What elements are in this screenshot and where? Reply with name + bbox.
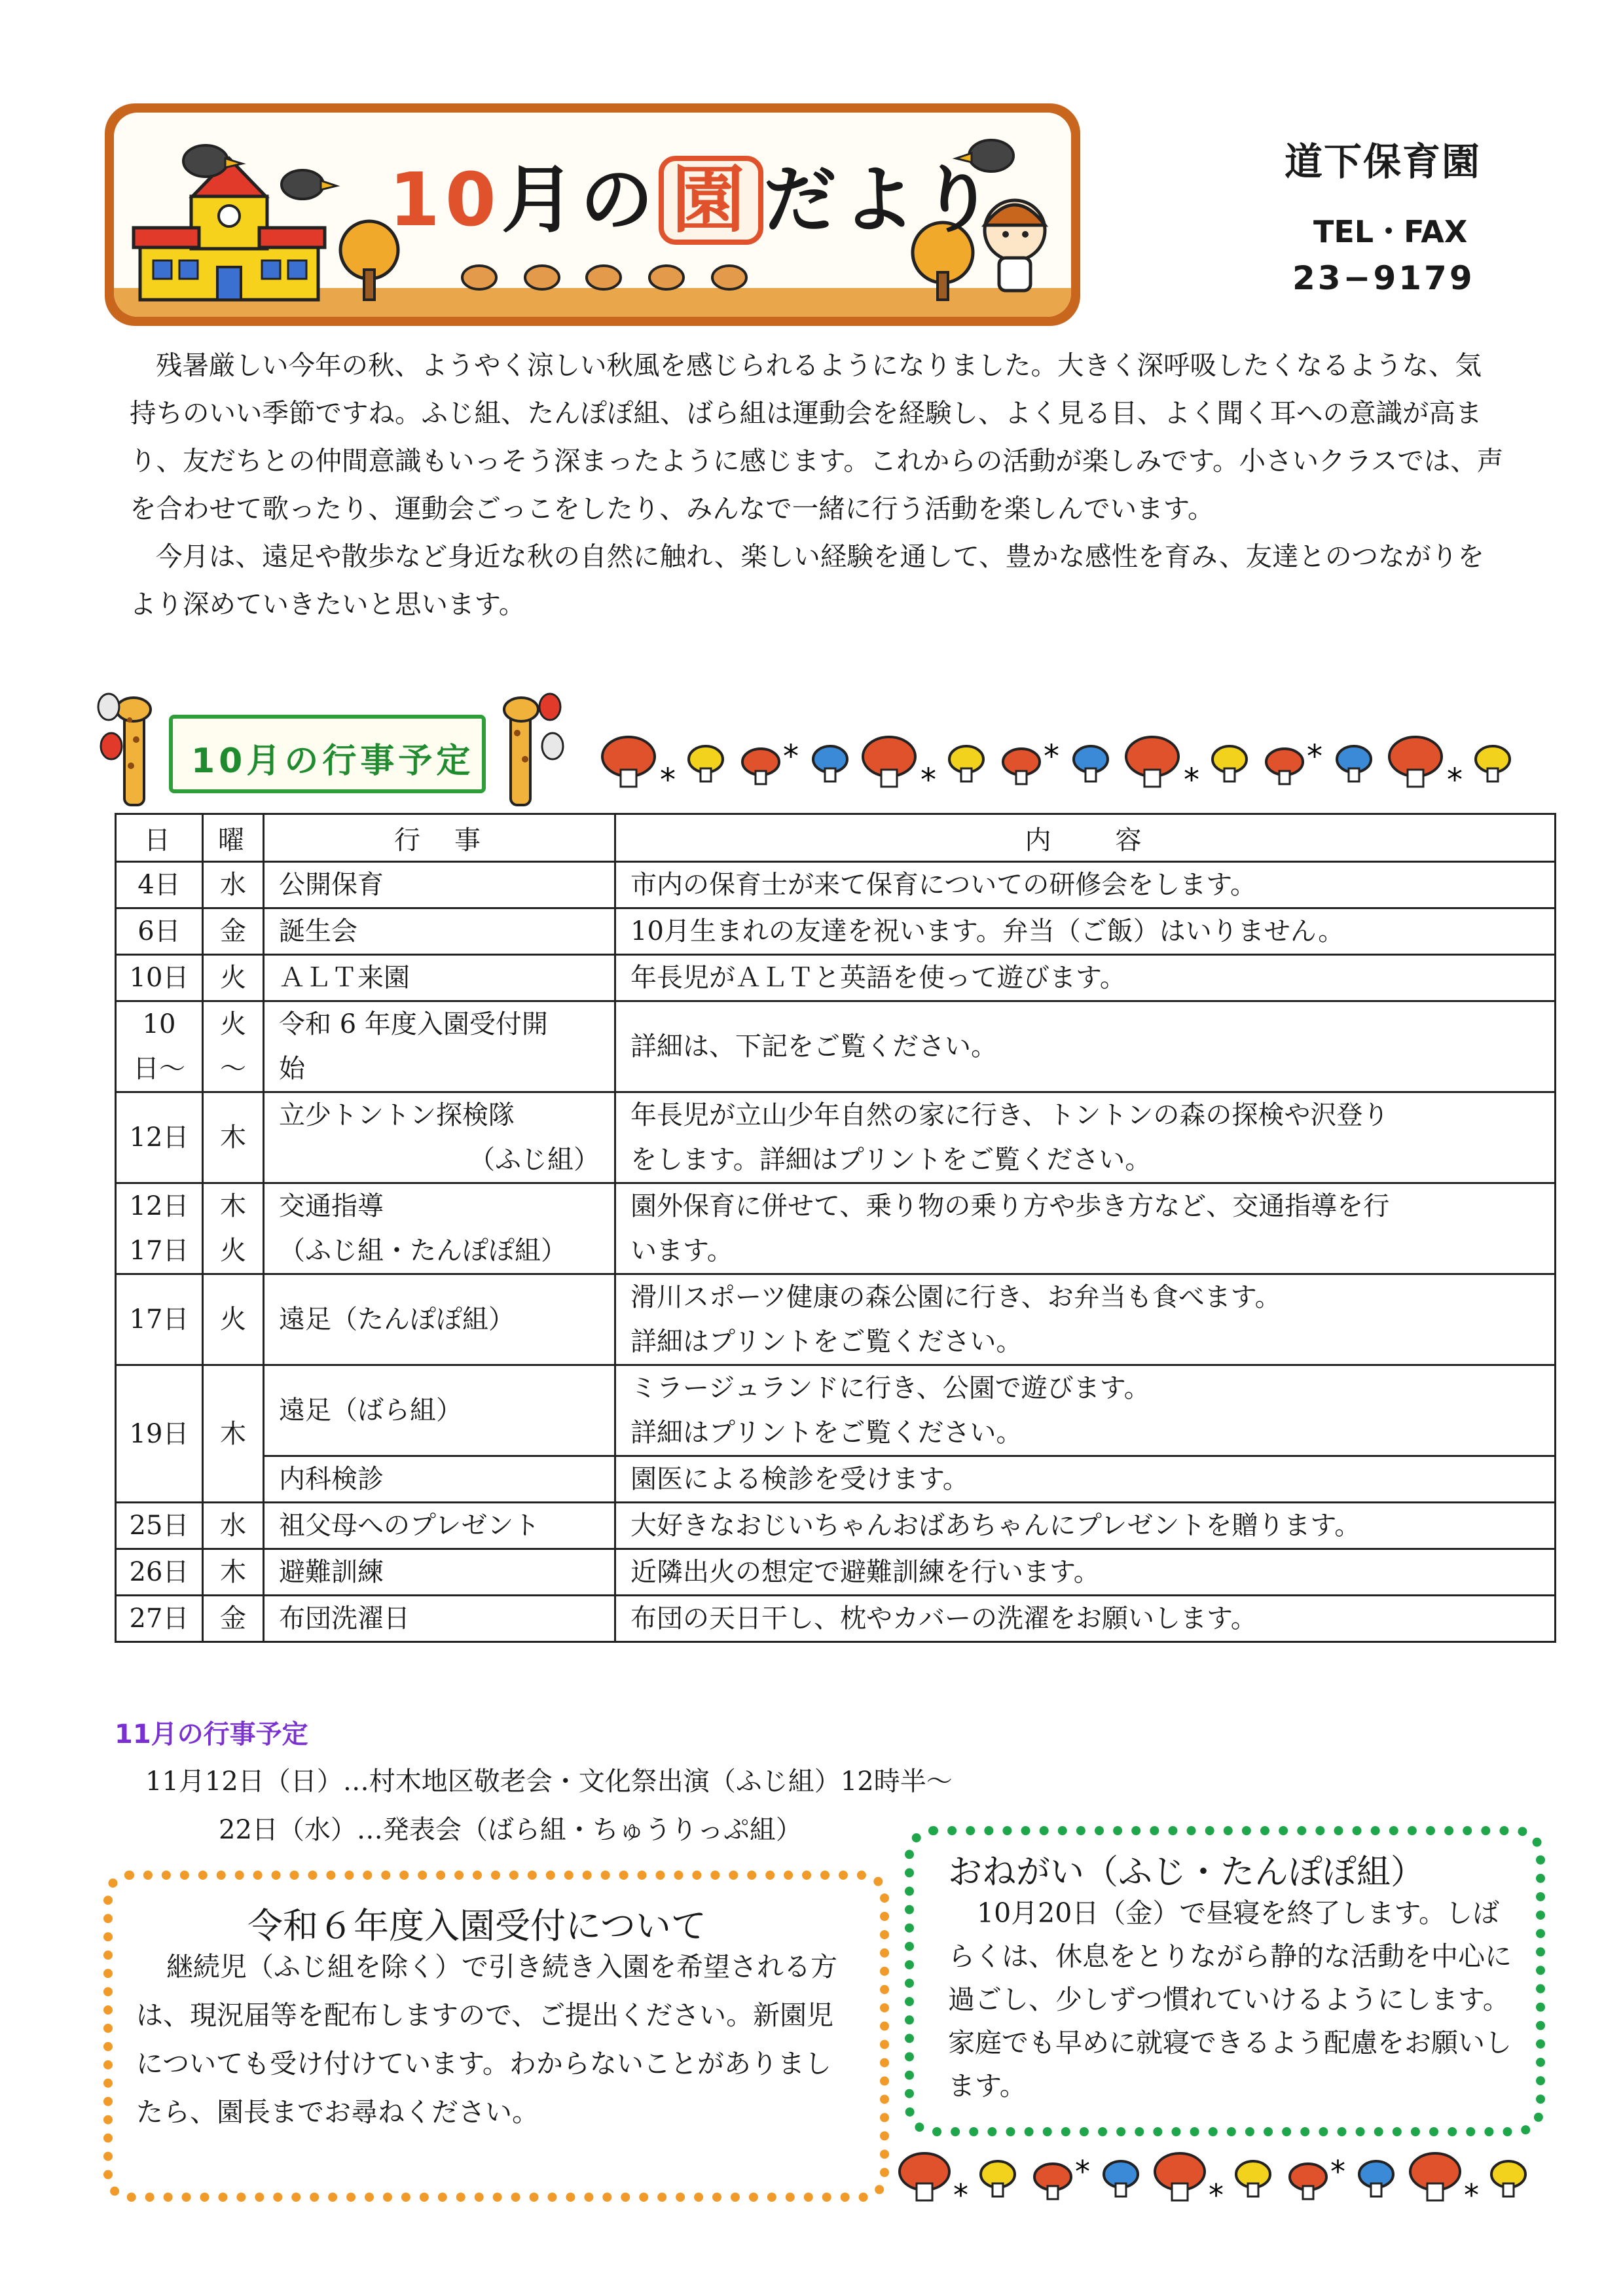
cell-weekday: 火 〜 [203,1001,264,1092]
cell-event: 遠足（ばら組） [264,1365,615,1456]
table-row [116,1274,1556,1365]
cell-weekday: 金 [203,1596,264,1642]
mushroom-icon [742,749,779,784]
mushroom-icon [1266,749,1303,784]
table-row [116,1549,1556,1596]
cell-detail: 園医による検診を受けます。 [615,1456,1556,1503]
mushroom-icon [1034,2164,1071,2199]
table-row [116,862,1556,908]
cell-weekday: 水 [203,862,264,908]
asterisk-icon: * [1075,2154,1090,2189]
mushroom-icon [1389,737,1442,787]
request-title: おねがい（ふじ・たんぽぽ組） [948,1853,1425,1892]
table-row [116,1596,1556,1642]
table-row [116,1365,1556,1456]
column-header: 曜 [203,814,264,862]
registration-body: 継続児（ふじ組を除く）で引き続き入園を希望される方は、現況届等を配布しますので、ご提出ください。新園児についても受け付けています。わからないことがありましたら、園長までお尋ねください。 [136,1951,837,2128]
table-row [116,1092,1556,1183]
asterisk-icon: * [953,2178,968,2213]
cell-detail: ミラージュランドに行き、公園で遊びます。 詳細はプリントをご覧ください。 [615,1365,1556,1456]
november-item: 11月12日（日）…村木地区敬老会・文化祭出演（ふじ組）12時半〜 [145,1767,953,1797]
column-header: 内 容 [615,814,1556,862]
cell-day: 10日〜 [116,1001,203,1092]
cell-weekday: 木 [203,1365,264,1503]
banner-title: 10月の 園 だより [389,141,999,247]
schedule-table [115,813,1556,1643]
cell-event: 公開保育 [264,862,615,908]
cell-detail: 近隣出火の想定で避難訓練を行います。 [615,1549,1556,1596]
cell-event: 祖父母へのプレゼント [264,1503,615,1549]
asterisk-icon: * [1307,738,1322,775]
mushroom-icon [1359,2161,1393,2197]
asterisk-icon: * [1209,2178,1224,2213]
cell-event: 立少トントン探検隊 （ふじ組） [264,1092,615,1183]
cell-day: 25日 [116,1503,203,1549]
cell-event: 避難訓練 [264,1549,615,1596]
mushroom-icon [602,737,655,787]
cell-day: 17日 [116,1274,203,1365]
asterisk-icon: * [660,762,676,798]
cell-day: 12日 17日 [116,1183,203,1274]
cell-weekday: 木 火 [203,1183,264,1274]
header-banner [105,103,1080,326]
table-row [116,955,1556,1001]
table-row [116,1456,1556,1503]
mushroom-icon [1410,2153,1460,2200]
mushroom-icon [863,737,915,787]
mushroom-icon [981,2161,1015,2197]
mushroom-icon [1337,746,1371,781]
asterisk-icon: * [1330,2154,1345,2189]
cell-detail: 市内の保育士が来て保育についての研修会をします。 [615,862,1556,908]
schedule-heading: 10月の行事予定 [191,742,475,781]
mushroom-icon [813,746,847,781]
mushroom-icon [1213,746,1247,781]
intro-paragraph: 今月は、遠足や散歩など身近な秋の自然に触れ、楽しい経験を通して、豊かな感性を育み、友達とのつながりをより深めていきたいと思います。 [130,541,1485,620]
cell-detail: 園外保育に併せて、乗り物の乗り方や歩き方など、交通指導を行 います。 [615,1183,1556,1274]
cell-day: 6日 [116,908,203,955]
cell-detail: 年長児がＡＬＴと英語を使って遊びます。 [615,955,1556,1001]
cell-weekday: 水 [203,1503,264,1549]
cell-day: 19日 [116,1365,203,1503]
cell-day: 4日 [116,862,203,908]
school-name: 道下保育園 [1285,139,1482,184]
mushroom-icon [1003,749,1040,784]
cell-weekday: 木 [203,1549,264,1596]
mushroom-icon [689,746,723,781]
request-body: 10月20日（金）で昼寝を終了します。しばらくは、休息をとりながら静的な活動を中心に過ごし、少しずつ慣れていけるようにします。家庭でも早めに就寝できるよう配慮をお願いします。 [948,1897,1512,2102]
cell-weekday: 火 [203,1274,264,1365]
mushroom-icon [1476,746,1510,781]
intro-paragraph: 残暑厳しい今年の秋、ようやく涼しい秋風を感じられるようになりました。大きく深呼吸したくなるような、気持ちのいい季節ですね。ふじ組、たんぽぽ組、ばら組は運動会を経験し、よく見る目、よく聞く耳への意識が高まり、友だちとの仲間意識もいっそう深まったように感じます。これからの活動が楽しみです。小さいクラスでは、声を合わせて歌ったり、運動会ごっこをしたり、みんなで一緒に行う活動を楽しんでいます。 [130,350,1504,524]
cell-event: 遠足（たんぽぽ組） [264,1274,615,1365]
column-header: 日 [116,814,203,862]
giraffe-icon [504,698,538,805]
cell-event: 内科検診 [264,1456,615,1503]
cell-detail: 布団の天日干し、枕やカバーの洗濯をお願いします。 [615,1596,1556,1642]
mushroom-border [589,726,1519,798]
mushroom-icon [1104,2161,1138,2197]
cell-day: 12日 [116,1092,203,1183]
cell-event: 布団洗濯日 [264,1596,615,1642]
mushroom-icon [462,266,746,289]
mushroom-icon [1290,2164,1326,2199]
table-row [116,1503,1556,1549]
november-heading: 11月の行事予定 [115,1719,308,1749]
tel-number: 23−9179 [1292,259,1475,297]
cell-day: 27日 [116,1596,203,1642]
mushroom-icon [1155,2153,1205,2200]
mushroom-icon [949,746,983,781]
asterisk-icon: * [1447,762,1463,798]
november-item: 22日（水）…発表会（ばら組・ちゅうりっぷ組） [219,1815,802,1845]
cell-detail: 詳細は、下記をご覧ください。 [615,1001,1556,1092]
mushroom-icon [1074,746,1108,781]
column-header: 行 事 [264,814,615,862]
mushroom-icon [1491,2161,1525,2197]
cell-event: 令和 6 年度入園受付開 始 [264,1001,615,1092]
table-header-row [116,814,1556,862]
cell-event: ＡＬＴ来園 [264,955,615,1001]
mushroom-border-bottom [892,2143,1553,2215]
tel-label: TEL・FAX [1313,214,1468,249]
table-row [116,1183,1556,1274]
asterisk-icon: * [921,762,936,798]
banner-panel [114,113,1071,317]
mushroom-icon [900,2153,949,2200]
table-row [116,908,1556,955]
intro-text [130,342,1504,628]
mushroom-icon [1236,2161,1270,2197]
cell-detail: 滑川スポーツ健康の森公園に行き、お弁当も食べます。 詳細はプリントをご覧ください。 [615,1274,1556,1365]
asterisk-icon: * [1044,738,1059,775]
registration-title: 令和６年度入園受付について [247,1905,706,1946]
mushroom-icon [1126,737,1178,787]
crow-icon [282,170,337,199]
cell-day: 10日 [116,955,203,1001]
cell-detail: 大好きなおじいちゃんおばあちゃんにプレゼントを贈ります。 [615,1503,1556,1549]
cell-weekday: 木 [203,1092,264,1183]
cell-event: 交通指導 （ふじ組・たんぽぽ組） [264,1183,615,1274]
cell-event: 誕生会 [264,908,615,955]
asterisk-icon: * [1464,2178,1479,2213]
table-row [116,1001,1556,1092]
asterisk-icon: * [1184,762,1199,798]
cell-weekday: 金 [203,908,264,955]
cell-weekday: 火 [203,955,264,1001]
cell-day: 26日 [116,1549,203,1596]
cell-detail: 10月生まれの友達を祝います。弁当（ご飯）はいりません。 [615,908,1556,955]
asterisk-icon: * [783,738,799,775]
cell-detail: 年長児が立山少年自然の家に行き、トントンの森の探検や沢登り をします。詳細はプリントをご覧ください。 [615,1092,1556,1183]
banner-title-badge: 園 [659,156,763,245]
